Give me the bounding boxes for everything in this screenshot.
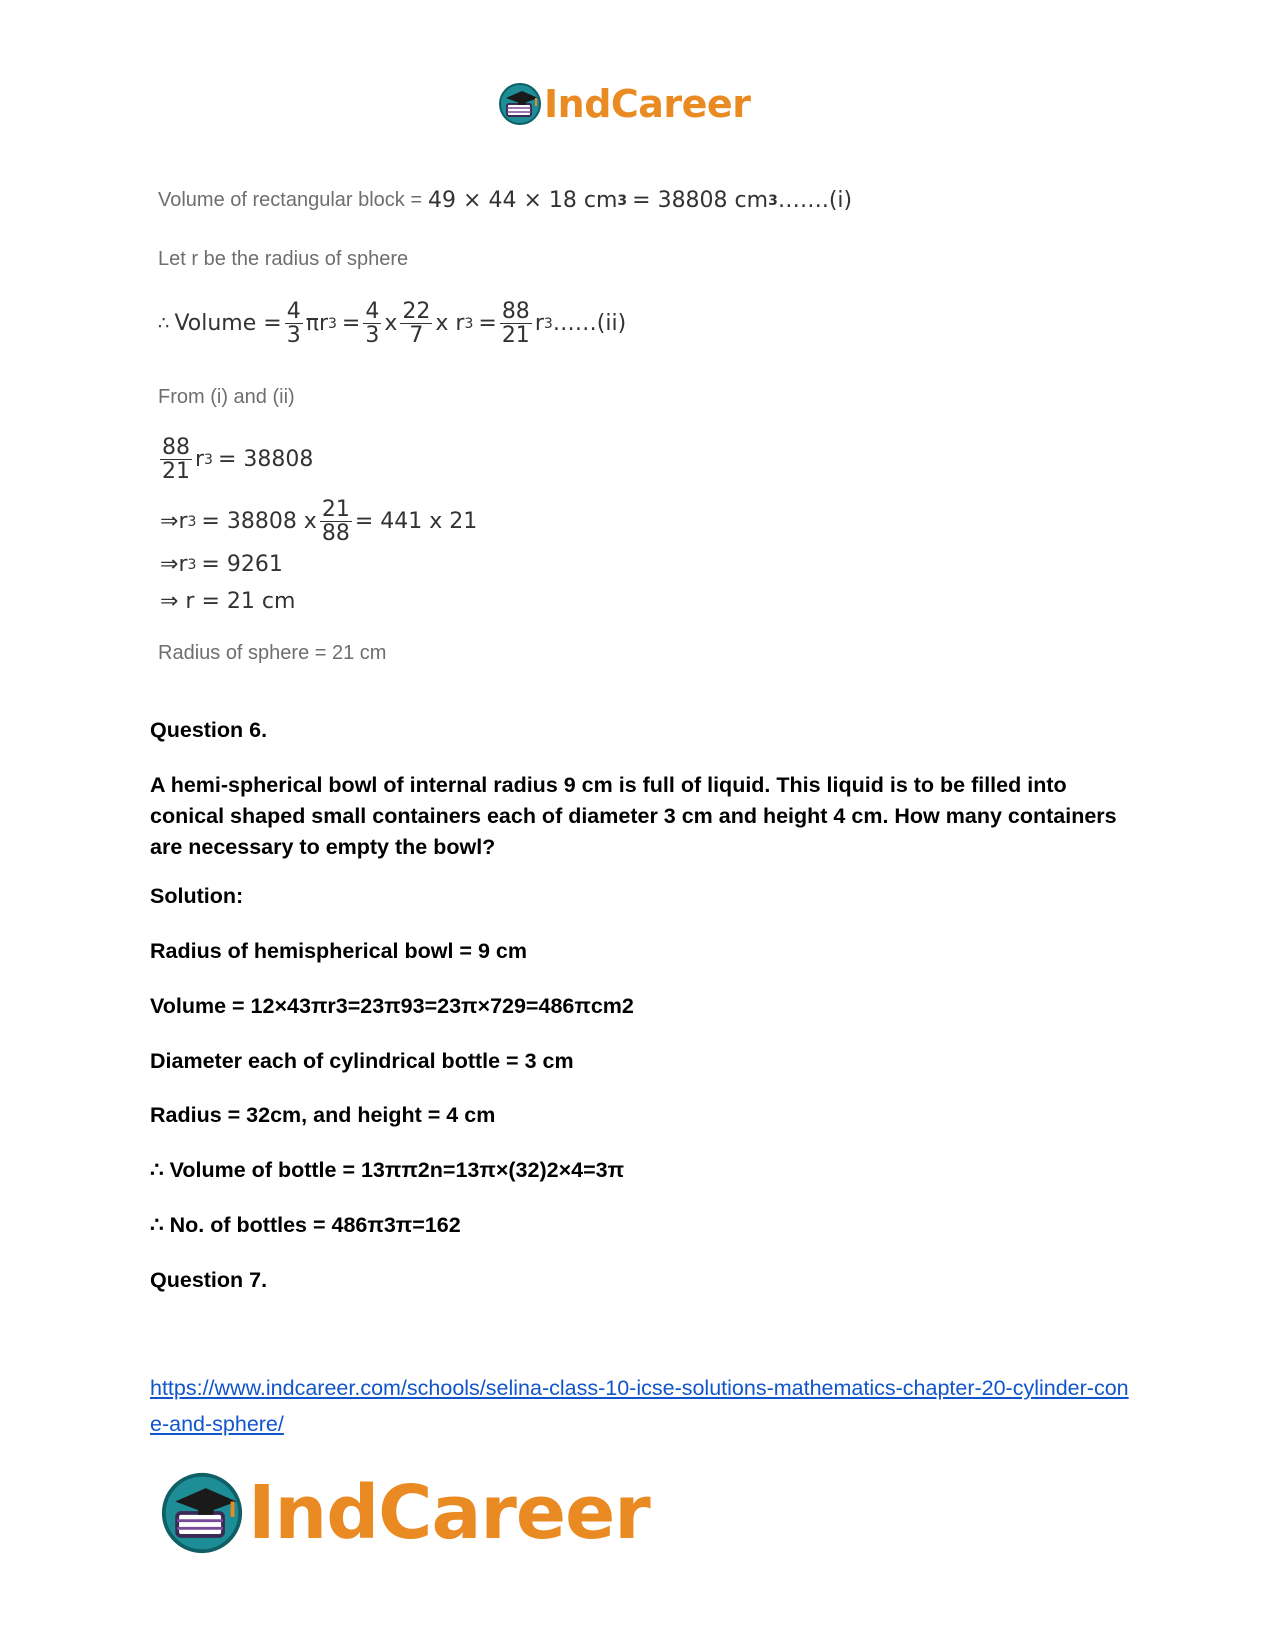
radius-bowl-line: Radius of hemispherical bowl = 9 cm [150,939,527,963]
equals: = [478,311,497,337]
exp: 3 [204,451,213,468]
volume-line: Volume = 12×43πr3=23π93=23π×729=486πcm2 [150,994,634,1018]
implies-arrow: ⇒ [160,552,179,577]
number-bottles-line: ∴ No. of bottles = 486π3π=162 [150,1213,461,1237]
exp: 3 [187,513,197,530]
fraction-22-7: $\frac{22}{7}$ [402,299,431,349]
block-volume-result: = 38808 cm [632,188,769,213]
fraction-88-21: $\frac{88}{21}$ [501,299,530,349]
block-volume-line [158,188,852,213]
step3-line [160,552,283,577]
exp: 3 [187,556,197,573]
sphere-volume-line [158,300,626,347]
r: r [178,552,188,577]
times-r: x r [435,311,465,337]
fraction-21-88: $\frac{21}{88}$ [321,497,350,547]
source-link[interactable]: https://www.indcareer.com/schools/selina-class-10-icse-solutions-mathematics-chapter-20-cylinder-cone-and-sphere/ [150,1376,1129,1436]
footer-logo [160,1468,650,1558]
step4-line: ⇒ r = 21 cm [160,589,296,614]
step1-rhs: = 38808 [217,447,314,473]
footer-logo-text: IndCareer [248,1470,650,1556]
block-volume-label: Volume of rectangular block = [158,189,423,211]
graduation-book-icon [498,82,542,126]
r: r [195,447,205,473]
from-i-ii-line: From (i) and (ii) [158,386,295,408]
implies-arrow: ⇒ [160,509,179,535]
eq-tag-i: …….(i) [777,188,853,213]
fraction-4-3: $\frac{4}{3}$ [286,299,301,349]
fraction-4-3-b: $\frac{4}{3}$ [365,299,380,349]
radius-result-line: Radius of sphere = 21 cm [158,642,387,664]
fraction-88-21-step: $\frac{88}{21}$ [162,435,190,485]
block-volume-exp: 3 [617,192,628,209]
header-logo-text: IndCareer [544,82,751,126]
therefore-symbol: ∴ [158,313,170,335]
solution-label: Solution: [150,884,244,908]
sphere-volume-label: Volume = [174,311,282,337]
exp: 3 [328,315,337,332]
step1-line [160,436,313,483]
times: x [384,311,398,337]
block-volume-expr: 49 × 44 × 18 cm [428,188,618,213]
step2-mid: = 38808 x [201,509,317,535]
step2-rhs: = 441 x 21 [354,509,478,535]
step3-rhs: = 9261 [201,552,283,577]
header-logo [498,80,750,128]
pi-r: πr [305,311,328,337]
equals: = [341,311,361,337]
r: r [534,311,544,337]
graduation-book-icon [160,1471,244,1555]
question-6-heading: Question 6. [150,718,268,742]
question-7-heading: Question 7. [150,1268,268,1292]
diameter-line: Diameter each of cylindrical bottle = 3 cm [150,1049,574,1073]
block-volume-exp2: 3 [768,192,778,209]
let-r-line: Let r be the radius of sphere [158,248,409,270]
exp: 3 [464,315,474,332]
volume-bottle-line: ∴ Volume of bottle = 13ππ2n=13π×(32)2×4=3π [150,1158,625,1182]
step2-line [160,498,477,545]
eq-tag-ii: ……(ii) [552,311,627,337]
question-6-text: A hemi-spherical bowl of internal radius 9 cm is full of liquid. This liquid is to be filled into conical shaped small containers each of diameter 3 cm and height 4 cm. How many containers are necessary to empty the bowl? [150,773,1117,859]
exp: 3 [543,315,553,332]
radius-height-line: Radius = 32cm, and height = 4 cm [150,1103,496,1127]
r: r [178,509,188,535]
